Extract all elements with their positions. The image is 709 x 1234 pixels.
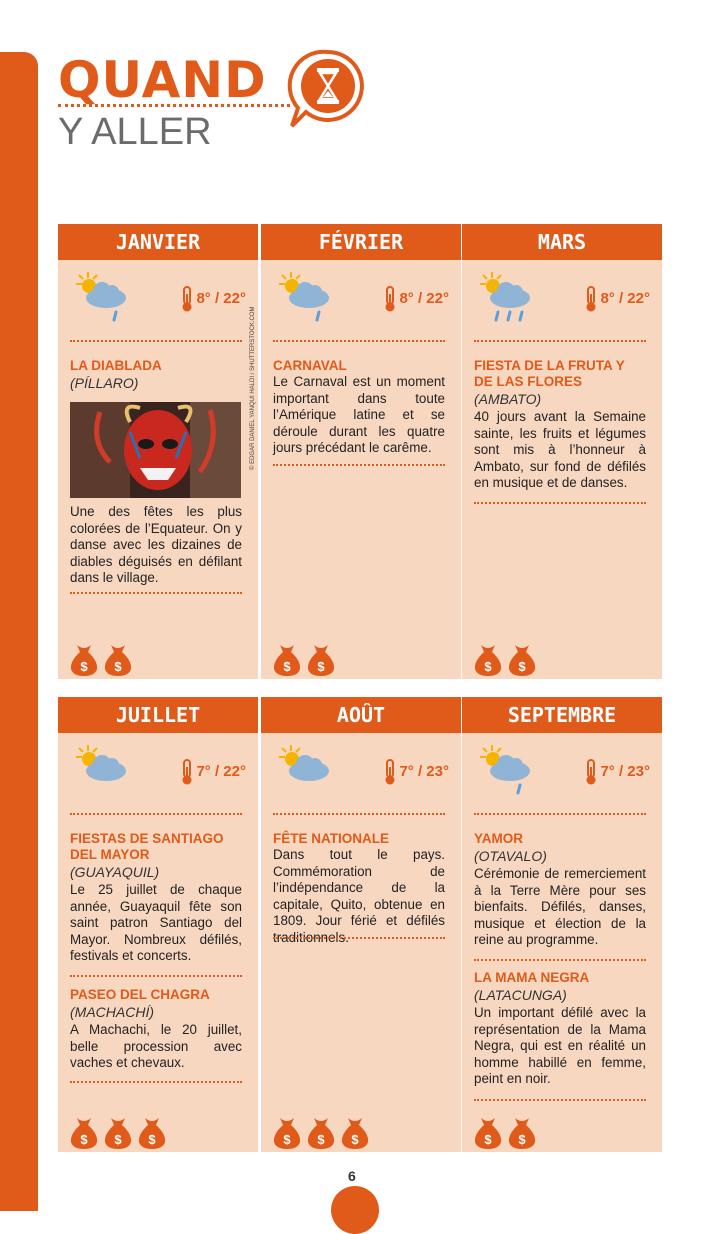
svg-text:$: $ — [283, 1132, 291, 1147]
event-description: Un important défilé avec la représentation de la Mama Negra, qui est en réalité un homme habillé en femme, peint en noir. — [474, 1005, 646, 1086]
event — [273, 831, 445, 946]
dotted-divider — [70, 340, 242, 342]
event-description: Le 25 juillet de chaque année, Guayaquil fête son saint patron Santiago del Mayor. Nombreux défilés, festivals et concerts. — [70, 882, 242, 963]
month-card-septembre — [462, 697, 662, 1152]
money-bag-icon — [68, 1114, 100, 1150]
event-title: PASEO DEL CHAGRA — [70, 987, 210, 1002]
month-card-juillet — [58, 697, 258, 1152]
sun-cloud-icon — [74, 743, 130, 797]
month-header: SEPTEMBRE — [462, 697, 662, 733]
temperature-value: 8° / 22° — [196, 289, 246, 307]
month-header: MARS — [462, 224, 662, 260]
sun-cloud-rain-icon — [478, 270, 534, 324]
svg-text:$: $ — [148, 1132, 156, 1147]
temperature-value: 7° / 23° — [399, 762, 449, 780]
event-description: 40 jours avant la Semaine sainte, les fruits et légumes sont mis à l’honneur à Ambato, sur fond de défilés en musique et de danses. — [474, 409, 646, 490]
temperature-value: 7° / 22° — [196, 762, 246, 780]
temperature — [383, 286, 449, 312]
thermometer-icon — [180, 759, 194, 785]
money-bag-icon — [339, 1114, 371, 1150]
dotted-divider — [474, 340, 646, 342]
dotted-divider — [273, 937, 445, 939]
money-bag-icon — [506, 1114, 538, 1150]
event — [474, 358, 646, 492]
budget-indicator — [472, 641, 538, 677]
svg-text:$: $ — [518, 1132, 526, 1147]
side-color-bar — [0, 52, 38, 1211]
page-tab — [331, 1186, 379, 1234]
diablada-mask-photo — [70, 402, 241, 498]
event — [70, 358, 242, 393]
event-title: LA MAMA NEGRA — [474, 970, 590, 985]
budget-indicator — [68, 641, 134, 677]
money-bag-icon — [68, 641, 100, 677]
svg-text:$: $ — [518, 659, 526, 674]
dotted-divider — [273, 464, 445, 466]
temperature — [180, 286, 246, 312]
event-title: CARNAVAL — [273, 358, 347, 373]
money-bag-icon — [271, 641, 303, 677]
month-card-janvier: JANVIER 8° / 22° LA DIABLADA (PÍLLARO) © EDGAR DANIEL YANQUI HALDI / SHUTTERSTOCK.COM Une des fêtes les plus colorées de l’Equateur. On y danse avec les dizaines de diables déguisés en défilant dans le village. $ $ — [58, 224, 258, 679]
svg-text:$: $ — [317, 659, 325, 674]
event — [273, 358, 445, 457]
money-bag-icon — [136, 1114, 168, 1150]
month-card-aout — [261, 697, 461, 1152]
money-bag-icon — [506, 641, 538, 677]
dotted-divider — [70, 975, 242, 977]
dotted-divider — [474, 959, 646, 961]
page-subtitle: Y ALLER — [58, 111, 212, 153]
event-title: YAMOR — [474, 831, 524, 846]
month-header: JANVIER — [58, 224, 258, 260]
event-description: Cérémonie de remerciement à la Terre Mère pour ses bienfaits. Défilés, danses, musique et élection de la reine au programme. — [474, 866, 646, 947]
sun-cloud-icon — [277, 743, 333, 797]
event-description: Dans tout le pays. Commémoration de l’indépendance de la capitale, Quito, obtenue en 1809. Jour férié et défilés traditionnels. — [273, 847, 445, 945]
event — [474, 970, 646, 1088]
budget-indicator — [472, 1114, 538, 1150]
thermometer-icon — [383, 286, 397, 312]
svg-text:$: $ — [114, 659, 122, 674]
sun-cloud-light-rain-icon — [277, 270, 333, 324]
dotted-divider — [474, 1099, 646, 1101]
dotted-divider — [70, 813, 242, 815]
title-divider — [58, 104, 290, 107]
event-description-block — [70, 504, 242, 587]
event-title: LA DIABLADA — [70, 358, 162, 373]
thermometer-icon — [180, 286, 194, 312]
temperature-value: 8° / 22° — [399, 289, 449, 307]
event-description: A Machachi, le 20 juillet, belle procession avec vaches et chevaux. — [70, 1022, 242, 1070]
event-title: FIESTA DE LA FRUTA Y DE LAS FLORES — [474, 358, 625, 389]
dotted-divider — [474, 813, 646, 815]
event-place: (GUAYAQUIL) — [70, 864, 160, 880]
svg-text:$: $ — [484, 1132, 492, 1147]
month-card-mars — [462, 224, 662, 679]
svg-text:$: $ — [351, 1132, 359, 1147]
money-bag-icon — [271, 1114, 303, 1150]
event-place: (LATACUNGA) — [474, 987, 567, 1003]
dotted-divider — [70, 1081, 242, 1083]
month-card-fevrier — [261, 224, 461, 679]
event-place: (AMBATO) — [474, 391, 542, 407]
event-place: (PÍLLARO) — [70, 375, 139, 391]
event — [70, 831, 242, 965]
dotted-divider — [273, 340, 445, 342]
svg-text:$: $ — [317, 1132, 325, 1147]
temperature-value: 7° / 23° — [600, 762, 650, 780]
event-title: FÊTE NATIONALE — [273, 831, 389, 846]
temperature — [383, 759, 449, 785]
dotted-divider — [273, 813, 445, 815]
hourglass-icon — [286, 46, 370, 130]
dotted-divider — [474, 502, 646, 504]
temperature-value: 8° / 22° — [600, 289, 650, 307]
svg-text:$: $ — [484, 659, 492, 674]
sun-cloud-light-rain-icon — [74, 270, 130, 324]
money-bag-icon — [305, 641, 337, 677]
thermometer-icon — [383, 759, 397, 785]
svg-text:$: $ — [283, 659, 291, 674]
svg-text:$: $ — [80, 659, 88, 674]
page-title: QUAND — [58, 51, 267, 109]
thermometer-icon — [584, 759, 598, 785]
temperature — [584, 759, 650, 785]
svg-text:$: $ — [80, 1132, 88, 1147]
month-header: JUILLET — [58, 697, 258, 733]
event — [70, 987, 242, 1072]
money-bag-icon — [305, 1114, 337, 1150]
event-description: Le Carnaval est un moment important dans toute l’Amérique latine et se déroule durant les quatre jours précédant le carême. — [273, 374, 445, 455]
event — [474, 831, 646, 949]
money-bag-icon — [472, 1114, 504, 1150]
event-description: Une des fêtes les plus colorées de l’Equateur. On y danse avec les dizaines de diables déguisés en défilant dans le village. — [70, 504, 242, 585]
thermometer-icon — [584, 286, 598, 312]
budget-indicator — [68, 1114, 168, 1150]
budget-indicator — [271, 641, 337, 677]
month-header: AOÛT — [261, 697, 461, 733]
event-place: (OTAVALO) — [474, 848, 547, 864]
budget-indicator — [271, 1114, 371, 1150]
money-bag-icon — [102, 1114, 134, 1150]
money-bag-icon — [102, 641, 134, 677]
event-place: (MACHACHÍ) — [70, 1004, 154, 1020]
temperature — [584, 286, 650, 312]
dotted-divider — [70, 592, 242, 594]
temperature — [180, 759, 246, 785]
month-header: FÉVRIER — [261, 224, 461, 260]
event-title: FIESTAS DE SANTIAGO DEL MAYOR — [70, 831, 224, 862]
sun-cloud-light-rain-icon — [478, 743, 534, 797]
page-number: 6 — [348, 1168, 356, 1184]
svg-text:$: $ — [114, 1132, 122, 1147]
money-bag-icon — [472, 641, 504, 677]
